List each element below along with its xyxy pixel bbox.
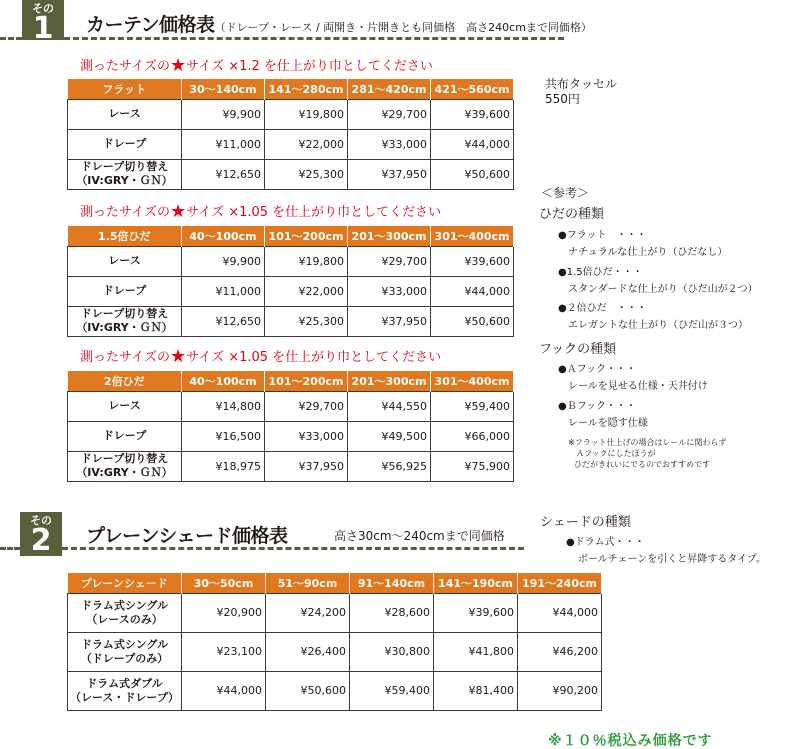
table-header: 281～420cm [348,79,431,99]
footnote-line: ひだがきれいにでるのでおすすめです [574,460,711,469]
price-cell: ¥50,600 [266,671,350,710]
star-icon: ★ [169,55,187,76]
badge-label: その [30,514,52,527]
row-label-line1: ドラム式シングル [80,637,169,651]
price-cell: ¥56,925 [348,451,431,481]
section-1-badge [22,0,64,46]
shade-type-desc: ボールチェーンを引くと昇降するタイプ。 [578,554,766,565]
price-cell: ¥37,950 [348,306,431,336]
price-cell: ¥11,000 [182,276,265,306]
price-cell: ¥50,600 [431,159,514,189]
table-header-row [68,226,514,246]
price-cell: ¥33,000 [348,129,431,159]
flat-price-table [67,79,514,190]
table-row [68,129,514,159]
star-icon: ★ [169,201,187,222]
pleat-1-5-price-table [67,226,514,337]
note-text: サイズ ×1.05 を仕上がり巾としてください [186,205,442,220]
price-cell: ¥16,500 [182,421,265,451]
table-header: 301～400cm [431,371,514,391]
price-cell: ¥46,200 [518,632,602,671]
table-header: 141～190cm [434,573,518,593]
row-label-line1: ドレープ切り替え [80,452,169,465]
table-row [68,593,602,632]
table-row [68,306,514,336]
price-cell: ¥39,600 [431,246,514,276]
badge-number: 2 [30,523,52,558]
price-cell: ¥29,700 [265,391,348,421]
price-cell: ¥20,900 [182,593,266,632]
table-row [68,632,602,671]
table-header: 141～280cm [265,79,348,99]
tassel-label: 共布タッセル [545,77,618,91]
row-label-line1: ドレープ切り替え [80,307,169,320]
footnote-line: Ａフックにしたほうが [576,449,656,458]
price-cell: ¥26,400 [266,632,350,671]
note-text: サイズ ×1.2 を仕上がり巾としてください [186,59,433,74]
reference-heading: ＜参考＞ [541,186,590,200]
table-header: 101～200cm [265,371,348,391]
row-label [68,451,182,481]
price-cell: ¥37,950 [265,451,348,481]
table-row [68,159,514,189]
table-header: 2倍ひだ [68,371,182,391]
price-cell: ¥23,100 [182,632,266,671]
price-cell: ¥44,000 [518,593,602,632]
table-header: 30～140cm [182,79,265,99]
dashed-divider [0,547,20,550]
pleat-name: ●フラット ・・・ [558,230,647,241]
row-label-line1: ドレープ切り替え [80,160,169,173]
hook-name: ●Ａフック・・・ [558,364,637,375]
price-cell: ¥90,200 [518,671,602,710]
pleat-name: ●２倍ひだ ・・・ [558,303,647,314]
price-cell: ¥44,000 [431,129,514,159]
pleat-desc: スタンダードな仕上がり（ひだ山が２つ） [568,284,758,295]
row-label [68,306,182,336]
row-label-line2: （レースのみ） [86,612,163,626]
plain-shade-price-table [67,573,602,711]
section-subtitle: （ドレープ・レース / 両開き・片開きとも同価格 高さ240cmまで同価格） [214,21,592,34]
table-header: 301～400cm [431,226,514,246]
section-subtitle: 高さ30cm～240cmまで同価格 [334,529,505,543]
price-cell: ¥59,400 [350,671,434,710]
price-cell: ¥75,900 [431,451,514,481]
table-row [68,246,514,276]
price-cell: ¥29,700 [348,246,431,276]
price-cell: ¥12,650 [182,159,265,189]
table-header-row [68,79,514,99]
hook-desc: レールを見せる仕様・天井付け [568,381,708,392]
price-cell: ¥25,300 [265,306,348,336]
price-cell: ¥49,500 [348,421,431,451]
price-cell: ¥9,900 [182,99,265,129]
table-row [68,276,514,306]
table-header: 1.5倍ひだ [68,226,182,246]
table-header: 40～100cm [182,226,265,246]
hook-name: ●Ｂフック・・・ [558,401,637,412]
table-header-row [68,371,514,391]
row-label-line2: （レース・ドレープ） [69,690,179,704]
pleat-name: ●1.5倍ひだ・・・ [558,267,643,278]
shade-type-name: ●ドラム式・・・ [566,537,645,548]
row-label [68,671,182,710]
row-label [68,632,182,671]
note-text: サイズ ×1.05 を仕上がり巾としてください [186,350,442,365]
badge-label: その [32,2,54,15]
price-cell: ¥18,975 [182,451,265,481]
price-cell: ¥29,700 [348,99,431,129]
table-row [68,671,602,710]
size-instruction-1 [80,55,433,74]
price-cell: ¥12,650 [182,306,265,336]
price-cell: ¥33,000 [265,421,348,451]
dashed-divider [64,37,564,40]
table-header: フラット [68,79,182,99]
table-row [68,99,514,129]
row-label: レース [68,391,182,421]
table-header: 91～140cm [350,573,434,593]
hook-types-title: フックの種類 [539,342,617,357]
price-cell: ¥81,400 [434,671,518,710]
table-header: 201～300cm [348,226,431,246]
price-cell: ¥41,800 [434,632,518,671]
row-label-line2: （ドレープのみ） [80,651,169,665]
table-header: 101～200cm [265,226,348,246]
price-cell: ¥19,800 [265,246,348,276]
table-row [68,391,514,421]
price-cell: ¥30,800 [350,632,434,671]
pleat-desc: エレガントな仕上がり（ひだ山が３つ） [568,320,748,331]
dashed-divider [0,37,22,40]
row-label-line1: ドラム式ダブル [86,676,163,690]
row-label-line2: （IV:GRY・ＧＮ） [76,321,173,334]
price-cell: ¥44,000 [182,671,266,710]
table-header: 201～300cm [348,371,431,391]
hook-desc: レールを隠す仕様 [568,418,648,429]
price-cell: ¥22,000 [265,276,348,306]
table-header: プレーンシェード [68,573,182,593]
table-header: 30～50cm [182,573,266,593]
price-cell: ¥44,550 [348,391,431,421]
pleat-types-title: ひだの種類 [539,207,605,222]
table-header-row [68,573,602,593]
price-cell: ¥14,800 [182,391,265,421]
row-label [68,159,182,189]
note-prefix: 測ったサイズの [80,350,170,365]
row-label: ドレープ [68,276,182,306]
note-prefix: 測ったサイズの [80,59,170,74]
table-header: 40～100cm [182,371,265,391]
curtain-price-title [86,10,592,37]
shade-price-title: プレーンシェード価格表 [86,525,288,547]
price-cell: ¥39,600 [431,99,514,129]
note-prefix: 測ったサイズの [80,205,170,220]
table-row [68,421,514,451]
table-header: 421～560cm [431,79,514,99]
size-instruction-2 [80,201,441,220]
price-cell: ¥44,000 [431,276,514,306]
price-cell: ¥22,000 [265,129,348,159]
row-label [68,593,182,632]
tassel-price: 550円 [545,92,580,106]
row-label-line2: （IV:GRY・ＧＮ） [76,466,173,479]
price-cell: ¥25,300 [265,159,348,189]
price-cell: ¥37,950 [348,159,431,189]
pleat-2-price-table [67,371,514,482]
price-cell: ¥39,600 [434,593,518,632]
row-label-line2: （IV:GRY・ＧＮ） [76,174,173,187]
pleat-desc: ナチュラルな仕上がり（ひだなし） [568,247,728,258]
row-label: ドレープ [68,421,182,451]
badge-number: 1 [32,11,54,46]
tax-included-note: ※１０％税込み価格です [548,733,713,749]
row-label: ドレープ [68,129,182,159]
price-cell: ¥24,200 [266,593,350,632]
price-cell: ¥33,000 [348,276,431,306]
section-title: カーテン価格表 [86,14,215,36]
row-label-line1: ドラム式シングル [80,598,169,612]
price-cell: ¥11,000 [182,129,265,159]
price-cell: ¥9,900 [182,246,265,276]
table-row [68,451,514,481]
star-icon: ★ [169,346,187,367]
price-cell: ¥19,800 [265,99,348,129]
table-header: 191～240cm [518,573,602,593]
price-cell: ¥66,000 [431,421,514,451]
section-2-badge [20,512,62,556]
price-cell: ¥28,600 [350,593,434,632]
table-header: 51～90cm [266,573,350,593]
size-instruction-3 [80,346,441,365]
row-label: レース [68,99,182,129]
price-cell: ¥59,400 [431,391,514,421]
footnote-line: ※フラット仕上げの場合はレールに関わらず [568,438,727,447]
row-label: レース [68,246,182,276]
shade-types-title: シェードの種類 [540,515,631,530]
price-cell: ¥50,600 [431,306,514,336]
